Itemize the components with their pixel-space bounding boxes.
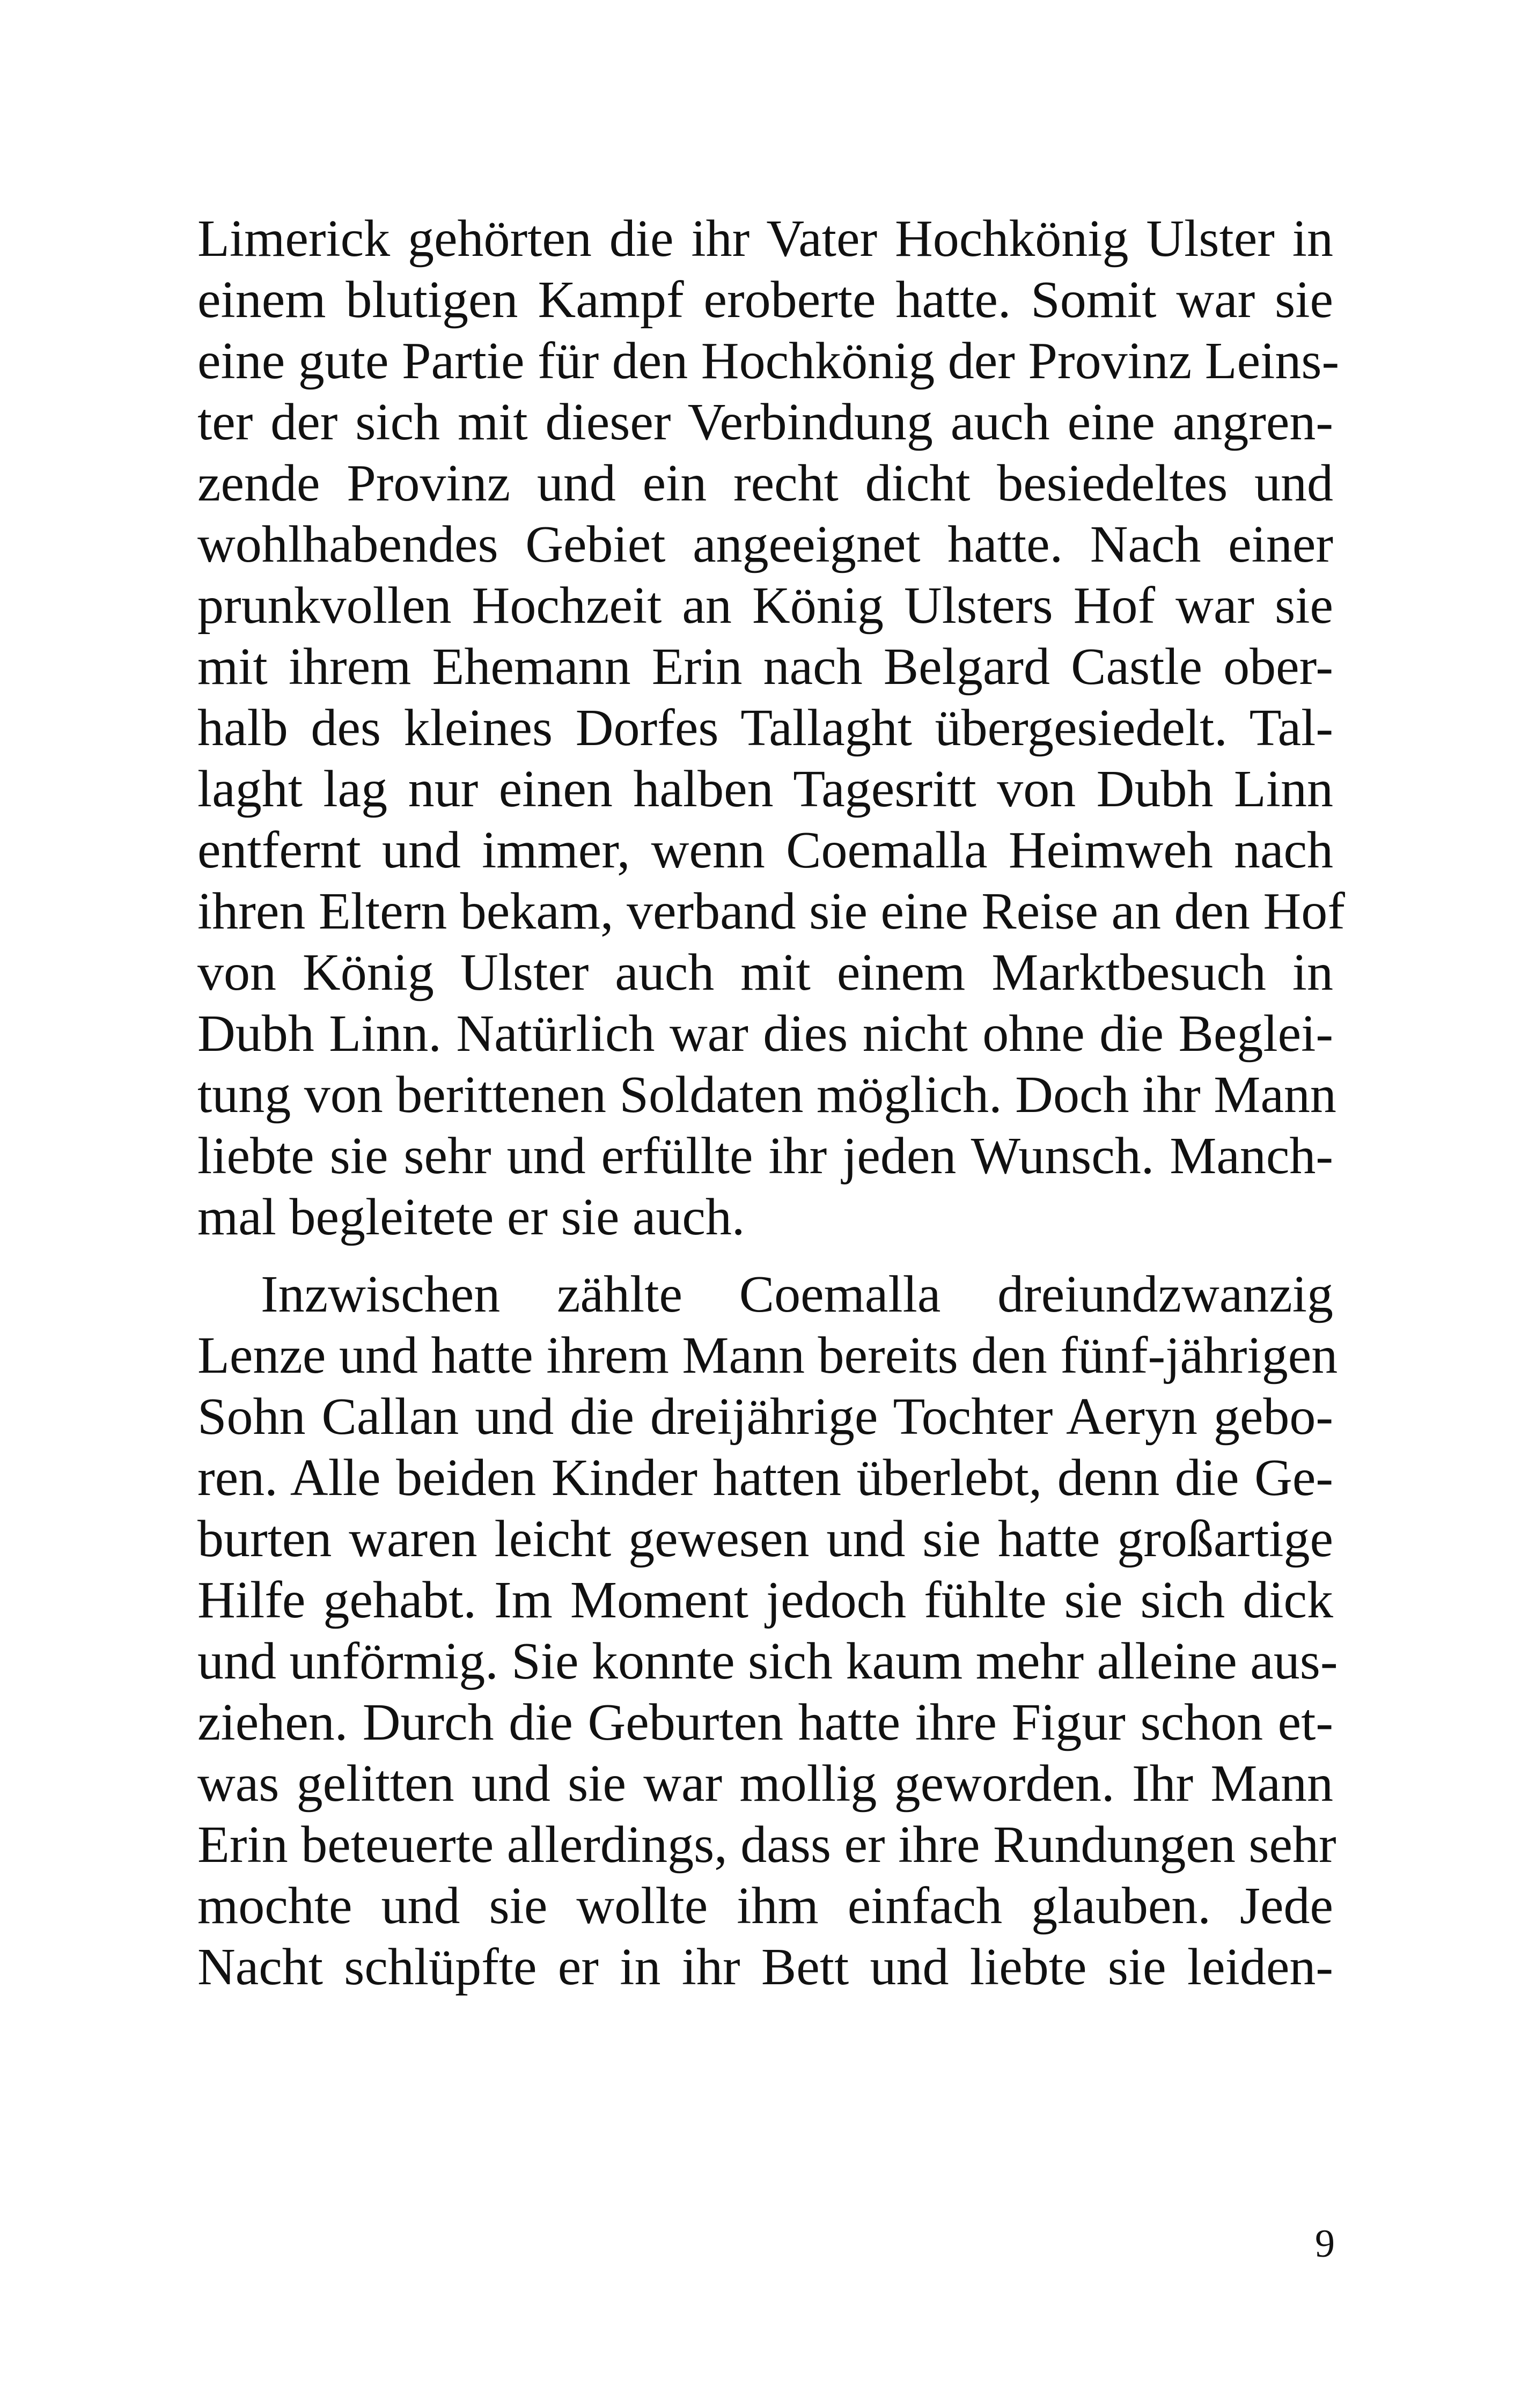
body-text <box>197 208 1345 1998</box>
text-line: Inzwischen zählte Coemalla dreiundzwanzig <box>261 1265 1333 1323</box>
text-line: zende Provinz und ein recht dicht besiedeltes und <box>197 454 1333 512</box>
text-line: mal begleitete er sie auch. <box>197 1188 745 1246</box>
text-line: einem blutigen Kampf eroberte hatte. Somit war sie <box>197 271 1333 329</box>
text-line: ziehen. Durch die Geburten hatte ihre Figur schon et- <box>197 1693 1333 1751</box>
text-line: laght lag nur einen halben Tagesritt von Dubh Linn <box>197 760 1333 818</box>
page-number: 9 <box>1315 2222 1335 2266</box>
text-line: was gelitten und sie war mollig geworden. Ihr Mann <box>197 1755 1333 1813</box>
text-line: Hilfe gehabt. Im Moment jedoch fühlte sie sich dick <box>197 1571 1333 1629</box>
text-line: ihren Eltern bekam, verband sie eine Reise an den Hof <box>197 882 1345 940</box>
text-line: Nacht schlüpfte er in ihr Bett und liebte sie leiden- <box>197 1938 1333 1996</box>
text-line: ter der sich mit dieser Verbindung auch eine angren- <box>197 393 1333 451</box>
text-line: mit ihrem Ehemann Erin nach Belgard Castle ober- <box>197 638 1333 696</box>
text-line: burten waren leicht gewesen und sie hatte großartige <box>197 1510 1333 1568</box>
text-line: halb des kleines Dorfes Tallaght übergesiedelt. Tal- <box>197 699 1333 757</box>
text-line: Limerick gehörten die ihr Vater Hochkönig Ulster in <box>197 210 1333 268</box>
text-line: tung von berittenen Soldaten möglich. Doch ihr Mann <box>197 1066 1336 1124</box>
text-line: Dubh Linn. Natürlich war dies nicht ohne die Beglei- <box>197 1005 1333 1063</box>
text-line: liebte sie sehr und erfüllte ihr jeden Wunsch. Manch- <box>197 1127 1333 1185</box>
text-line: ren. Alle beiden Kinder hatten überlebt, denn die Ge- <box>197 1449 1333 1507</box>
text-line: entfernt und immer, wenn Coemalla Heimweh nach <box>197 821 1333 879</box>
text-line: Sohn Callan und die dreijährige Tochter Aeryn gebo- <box>197 1388 1333 1446</box>
text-line: von König Ulster auch mit einem Marktbesuch in <box>197 944 1333 1002</box>
paragraph-spacer <box>197 1248 1333 1264</box>
text-line: mochte und sie wollte ihm einfach glauben. Jede <box>197 1877 1333 1935</box>
text-line: eine gute Partie für den Hochkönig der Provinz Leins- <box>197 332 1340 390</box>
paragraph-1 <box>197 208 1345 1248</box>
paragraph-2 <box>197 1264 1338 1998</box>
text-line: Erin beteuerte allerdings, dass er ihre Rundungen sehr <box>197 1816 1336 1874</box>
text-line: Lenze und hatte ihrem Mann bereits den fünf-jährigen <box>197 1327 1338 1385</box>
text-line: wohlhabendes Gebiet angeeignet hatte. Nach einer <box>197 516 1333 573</box>
text-line: prunkvollen Hochzeit an König Ulsters Hof war sie <box>197 577 1333 635</box>
text-line: und unförmig. Sie konnte sich kaum mehr alleine aus- <box>197 1632 1338 1690</box>
